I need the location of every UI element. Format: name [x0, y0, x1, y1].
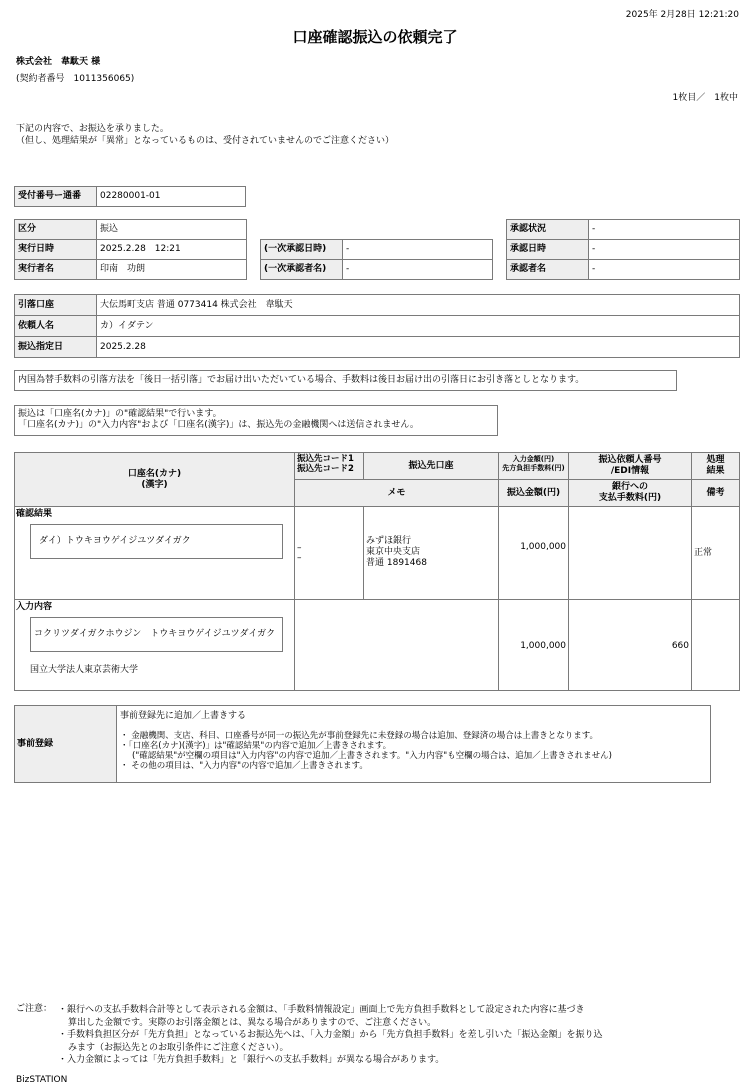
header-code1: 振込先コード1	[297, 454, 354, 464]
pre-registration-note-2: ・「口座名(カナ)(漢字)」は"確認結果"の内容で追加／上書きされます。	[120, 741, 392, 752]
approval-status-value: -	[589, 220, 740, 240]
header-dest-account: 振込先口座	[363, 452, 499, 480]
intro-line-2: （但し、処理結果が「異常」となっているものは、受付されていませんのでご注意ください）	[16, 136, 395, 146]
footer-note-3: ・入力金額によっては「先方負担手数料」と「銀行への支払手数料」が異なる場合があります。	[58, 1055, 445, 1066]
input-section-label: 入力内容	[16, 602, 53, 612]
confirm-notice-box	[14, 405, 498, 436]
header-codes	[294, 452, 364, 480]
confirm-section-name-cell	[14, 506, 295, 600]
confirm-notice-line-2: 「口座名(カナ)」の"入力内容"および「口座名(漢字)」は、振込先の金融機関へは送信されません。	[18, 419, 419, 430]
print-timestamp: 2025年 2月28日 12:21:20	[625, 10, 739, 20]
debit-table	[14, 294, 740, 358]
receipt-number: 02280001-01	[97, 187, 246, 207]
input-kana-value: コクリツダイガクホウジン トウキヨウゲイジユツダイガク	[34, 629, 276, 639]
header-request-no	[568, 452, 692, 480]
confirm-codes-cell	[294, 506, 364, 600]
kubun-label: 区分	[15, 220, 97, 240]
exec-datetime-value: 2025.2.28 12:21	[97, 240, 247, 260]
footer-note-2a: ・手数料負担区分が「先方負担」となっているお振込先へは、「入力金額」から「先方負担手数料」を差し引いた「振込金額」を振り込	[58, 1030, 603, 1041]
footer-note-1a: ・銀行への支払手数料合計等として表示される金額は、「手数料情報設定」画面上で先方負担手数料として設定された内容に基づき	[58, 1005, 585, 1015]
confirm-account: 普通 1891468	[366, 557, 427, 568]
confirm-dest-cell	[363, 506, 499, 600]
input-kanji-value: 国立大学法人東京芸術大学	[30, 665, 139, 675]
caution-label: ご注意：	[16, 1004, 53, 1014]
page-title: 口座確認振込の依頼完了	[292, 28, 458, 46]
footer-note-1b: 算出した金額です。実際のお引落金額とは、異なる場合がありますので、ご注意ください。	[68, 1017, 437, 1028]
footer-notes	[58, 1004, 738, 1067]
header-result-line-1: 処理	[706, 455, 725, 465]
fee-notice-text: 内国為替手数料の引落方法を「後日一括引落」でお届け出いただいている場合、手数料は後日お届け出の引落日にお引き落としとなります。	[18, 375, 585, 385]
executor-value: 印南 功朗	[97, 260, 247, 280]
approval-datetime-value: -	[589, 240, 740, 260]
header-remarks: 備考	[691, 479, 740, 507]
pre-registration-content-cell	[116, 705, 711, 783]
header-account-name-kana: 口座名(カナ)	[127, 469, 182, 479]
header-bank-fee	[568, 479, 692, 507]
fee-notice-box	[14, 370, 677, 391]
pre-registration-label: 事前登録	[17, 739, 54, 749]
executor-label: 実行者名	[15, 260, 97, 280]
approver-label: 承認者名	[507, 260, 589, 280]
header-transfer-amount: 振込金額(円)	[498, 479, 569, 507]
confirm-result-value: 正常	[694, 548, 713, 558]
first-approver-label: (一次承認者名)	[261, 260, 343, 280]
debit-account-value: 大伝馬町支店 普通 0773414 株式会社 韋駄天	[97, 295, 740, 316]
confirm-amount-cell: 1,000,000	[498, 506, 569, 600]
confirm-fee-cell	[568, 506, 692, 600]
contract-number: (契約者番号 1011356065)	[16, 74, 135, 84]
header-result	[691, 452, 740, 480]
first-approver-value: -	[343, 260, 493, 280]
header-result-line-2: 結果	[706, 465, 725, 476]
approver-value: -	[589, 260, 740, 280]
header-code2: 振込先コード2	[297, 463, 354, 474]
pre-registration-option[interactable]: 事前登録先に追加／上書きする	[120, 711, 247, 721]
exec-datetime-label: 実行日時	[15, 240, 97, 260]
header-input-amount	[498, 452, 569, 480]
header-account-name-kanji: (漢字)	[141, 479, 168, 490]
confirm-bank-name: みずほ銀行	[366, 536, 412, 546]
header-memo: メモ	[294, 479, 499, 507]
input-kana-field	[30, 617, 283, 652]
pre-registration-note-3: ・ その他の項目は、"入力内容"の内容で追加／上書きされます。	[120, 760, 368, 771]
confirm-code1: –	[297, 543, 302, 553]
confirm-kana-value: ダイ）トウキヨウゲイジユツダイガク	[39, 536, 191, 546]
input-result-cell	[691, 599, 740, 691]
pre-registration-note-1: ・ 金融機関、支店、科目、口座番号が同一の振込先が事前登録先に未登録の場合は追加、登録済の場合は上書きとなります。	[120, 731, 599, 742]
header-sender-fee-label: 先方負担手数料(円)	[502, 464, 565, 473]
header-account-name	[14, 452, 295, 507]
confirm-section-label: 確認結果	[16, 509, 53, 519]
confirm-notice-line-1: 振込は「口座名(カナ)」の"確認結果"で行います。	[18, 409, 222, 419]
pre-registration-note-2b: ("確認結果"が空欄の項目は"入力内容"の内容で追加／上書きされます。"入力内容"も空欄の場合は、追加／上書きされません)	[132, 750, 612, 761]
brand-name: BizSTATION	[16, 1075, 68, 1085]
header-edi-label: /EDI情報	[610, 465, 650, 476]
header-request-no-label: 振込依頼人番号	[598, 455, 662, 465]
kubun-value: 振込	[97, 220, 247, 240]
confirm-branch-name: 東京中央支店	[366, 546, 421, 557]
receipt-table	[14, 186, 246, 207]
requester-value: カ）イダテン	[97, 316, 740, 337]
header-bank-fee-line-1: 銀行への	[611, 482, 648, 492]
footer-note-2b: みます（お振込先とのお取引条件にご注意ください）。	[68, 1042, 289, 1053]
page-indicator: 1枚目／ 1枚中	[672, 93, 738, 103]
intro-line-1: 下記の内容で、お振込を承りました。	[16, 124, 169, 134]
confirm-result-cell	[691, 506, 740, 600]
company-name: 株式会社 韋駄天 様	[16, 57, 101, 67]
input-fee-cell: 660	[568, 599, 692, 691]
first-approval-datetime-label: (一次承認日時)	[261, 240, 343, 260]
header-bank-fee-line-2: 支払手数料(円)	[598, 492, 662, 503]
approval-datetime-label: 承認日時	[507, 240, 589, 260]
confirm-kana-field	[30, 524, 283, 559]
approval-status-label: 承認状況	[507, 220, 589, 240]
debit-account-label: 引落口座	[15, 295, 97, 316]
confirm-code2: –	[297, 553, 302, 563]
requester-label: 依頼人名	[15, 316, 97, 337]
input-amount-cell: 1,000,000	[498, 599, 569, 691]
input-memo-cell	[294, 599, 499, 691]
receipt-label: 受付番号ー通番	[15, 187, 97, 207]
pre-registration-label-cell	[14, 705, 117, 783]
transfer-date-label: 振込指定日	[15, 337, 97, 358]
status-table	[14, 219, 740, 280]
input-section-name-cell	[14, 599, 295, 691]
transfer-date-value: 2025.2.28	[97, 337, 740, 358]
header-input-amount-label: 入力金額(円)	[512, 455, 555, 463]
first-approval-datetime-value: -	[343, 240, 493, 260]
